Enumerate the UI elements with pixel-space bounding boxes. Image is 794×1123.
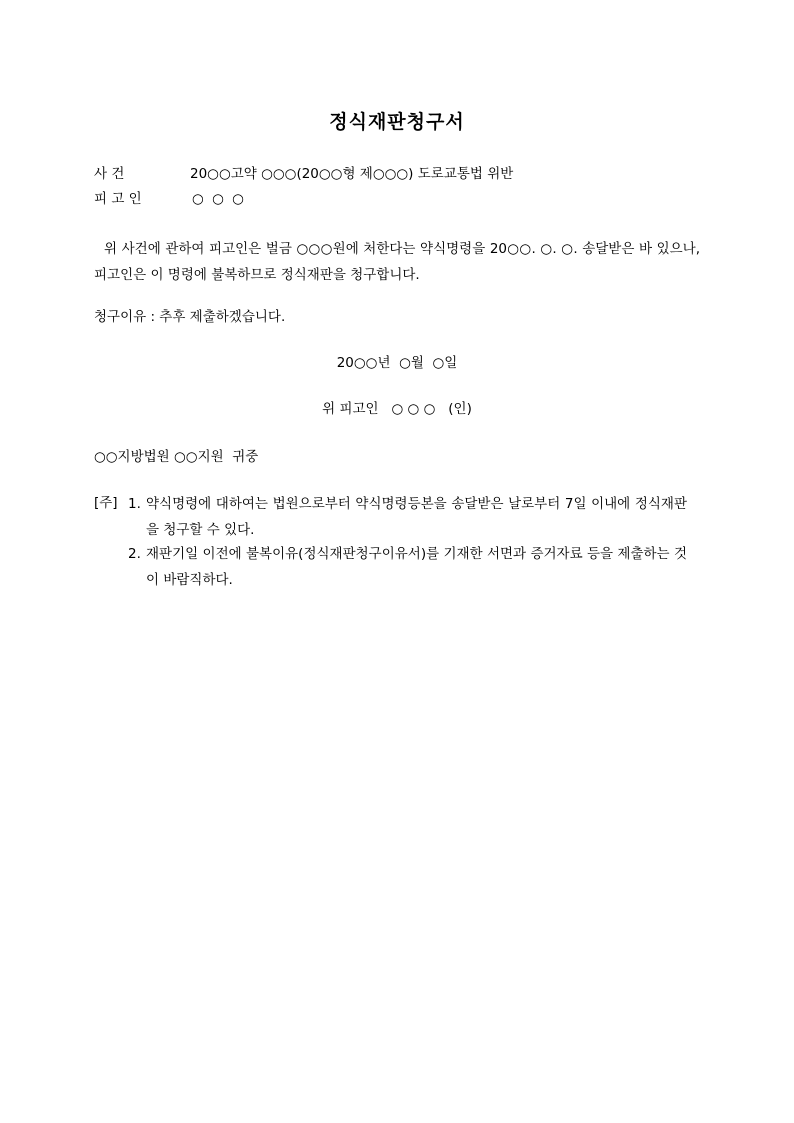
note-number: 1. — [128, 496, 141, 512]
note-text: 재판기일 이전에 불복이유(정식재판청구이유서)를 기재한 서면과 증거자료 등을 제출하는 것이 바람직하다. — [146, 546, 687, 588]
document-title: 정식재판청구서 — [329, 111, 465, 133]
recipient-court: ○○지방법원 ○○지원 귀중 — [94, 449, 259, 465]
defendant-value: ○ ○ ○ — [192, 191, 246, 207]
note-text: 약식명령에 대하여는 법원으로부터 약식명령등본을 송달받은 날로부터 7일 이내에 정식재판을 청구할 수 있다. — [146, 496, 687, 538]
body-paragraph: 위 사건에 관하여 피고인은 벌금 ○○○원에 처한다는 약식명령을 20○○. ○. ○. 송달받은 바 있으나, 피고인은 이 명령에 불복하므로 정식재판을 청구합니다. — [94, 241, 700, 283]
note-number: 2. — [128, 546, 141, 562]
note-prefix: [주] — [94, 495, 118, 511]
signature-line: 위 피고인 ○ ○ ○ (인) — [322, 401, 472, 417]
case-label-text: 사 건 — [94, 166, 125, 182]
request-reason: 청구이유 : 추후 제출하겠습니다. — [94, 309, 286, 325]
case-value: 20○○고약 ○○○(20○○형 제○○○) 도로교통법 위반 — [190, 166, 514, 182]
document-date: 20○○년 ○월 ○일 — [336, 355, 458, 371]
defendant-label: 피 고 인 — [94, 191, 142, 207]
